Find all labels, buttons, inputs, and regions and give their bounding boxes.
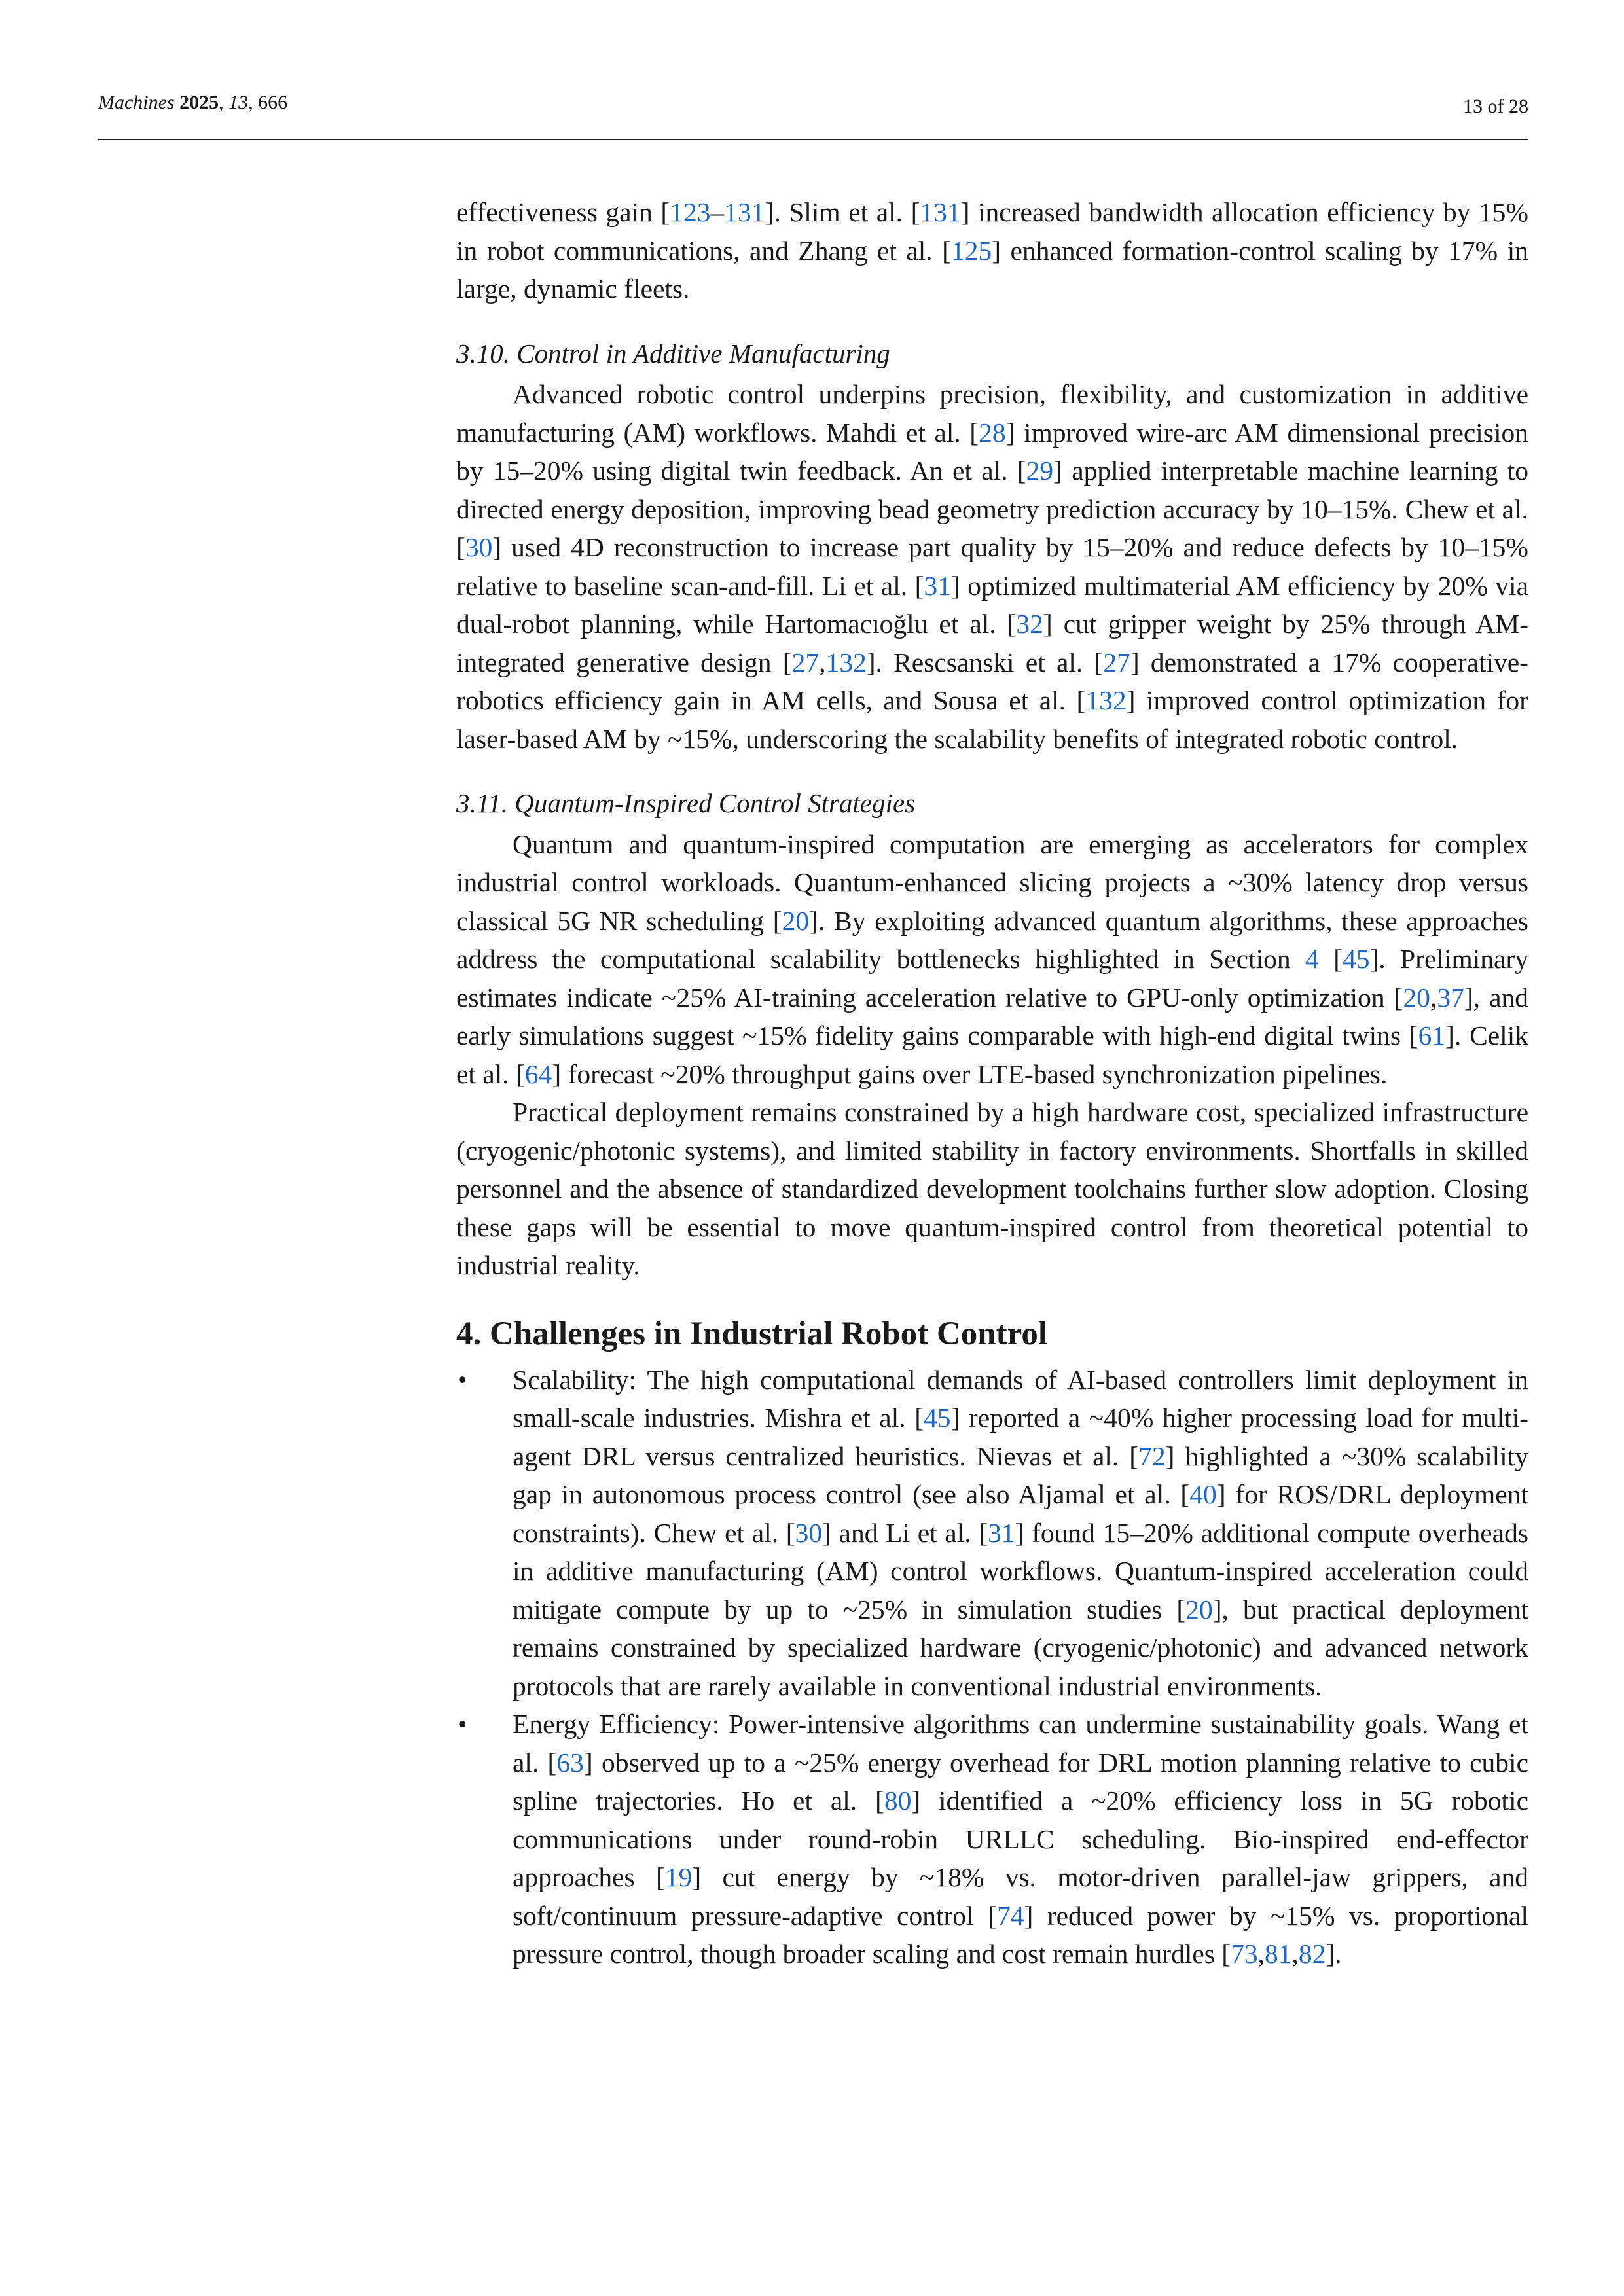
list-item-energy-efficiency: • Energy Efficiency: Power-intensive algorithms can undermine sustainability goals. Wang et al. [63] observed up to a ~25% energy overhead for DRL motion planning relative to cubic spline trajectories. Ho et al. [80] identified a ~20% efficiency loss in 5G robotic communications under round-robin URLLC scheduling. Bio-inspired end-effector approaches [19] cut energy by ~18% vs. motor-driven parallel-jaw grippers, and soft/continuum pressure-adaptive control [74] reduced power by ~15% vs. proportional pressure control, though broader scaling and cost remain hurdles [73,81,82]. xyxy=(456,1705,1528,1973)
journal-volume: 13 xyxy=(228,92,249,113)
subsection-heading-3-11: 3.11. Quantum-Inspired Control Strategies xyxy=(456,788,916,818)
citation-link[interactable]: 131 xyxy=(724,197,765,227)
article-number: 666 xyxy=(258,92,288,113)
citation-link[interactable]: 29 xyxy=(1026,456,1054,486)
citation-link[interactable]: 123 xyxy=(670,197,711,227)
citation-link[interactable]: 19 xyxy=(664,1862,693,1892)
citation-link[interactable]: 20 xyxy=(1403,982,1430,1013)
citation-link[interactable]: 30 xyxy=(465,532,493,562)
citation-link[interactable]: 64 xyxy=(524,1058,552,1089)
citation-link[interactable]: 31 xyxy=(924,570,951,601)
citation-link[interactable]: 30 xyxy=(795,1517,823,1548)
citation-link[interactable]: 27 xyxy=(1103,647,1130,677)
main-content xyxy=(456,193,1528,1973)
running-header xyxy=(98,92,1528,124)
paragraph-quantum-b: Practical deployment remains constrained by a high hardware cost, specialized infrastructure (cryogenic/photonic systems), and limited stability in factory environments. Shortfalls in skilled personnel and the absence of standardized development toolchains further slow adoption. Closing these gaps will be essential to move quantum-inspired control from theoretical potential to industrial reality. xyxy=(456,1097,1528,1280)
citation-link[interactable]: 81 xyxy=(1265,1939,1292,1969)
subsection-heading-3-10: 3.10. Control in Additive Manufacturing xyxy=(456,338,890,368)
bullet-icon: • xyxy=(458,1709,467,1739)
citation-link[interactable]: 45 xyxy=(924,1403,951,1433)
citation-link[interactable]: 131 xyxy=(920,197,961,227)
paragraph-continuation: effectiveness gain [123–131]. Slim et al. [131] increased bandwidth allocation efficiency by 15% in robot communications, and Zhang et al. [125] enhanced formation-control scaling by 17% in large, dynamic fleets. xyxy=(456,197,1528,304)
journal-citation: Machines 2025, 13, 666 xyxy=(98,92,288,113)
header-rule xyxy=(98,139,1528,140)
citation-link[interactable]: 80 xyxy=(884,1785,912,1816)
citation-link[interactable]: 32 xyxy=(1016,609,1043,639)
citation-link[interactable]: 132 xyxy=(825,647,867,677)
citation-link[interactable]: 63 xyxy=(556,1747,584,1778)
list-item-scalability: • Scalability: The high computational demands of AI-based controllers limit deployment in small-scale industries. Mishra et al. [45] reported a ~40% higher processing load for multi-agent DRL versus centralized heuristics. Nievas et al. [72] highlighted a ~30% scalability gap in autonomous process control (see also Aljamal et al. [40] for ROS/DRL deployment constraints). Chew et al. [30] and Li et al. [31] found 15–20% additional compute overheads in additive manufacturing (AM) control workflows. Quantum-inspired acceleration could mitigate compute by up to ~25% in simulation studies [20], but practical deployment remains constrained by specialized hardware (cryogenic/photonic) and advanced network protocols that are rarely available in conventional industrial environments. xyxy=(456,1361,1528,1706)
journal-year: 2025 xyxy=(179,92,219,113)
section-heading-4: 4. Challenges in Industrial Robot Control xyxy=(456,1315,1048,1352)
paragraph-quantum-a: Quantum and quantum-inspired computation are emerging as accelerators for complex industrial control workloads. Quantum-enhanced slicing projects a ~30% latency drop versus classical 5G NR scheduling [20]. By exploiting advanced quantum algorithms, these approaches address the computational scalability bottlenecks highlighted in Section 4 [45]. Preliminary estimates indicate ~25% AI-training acceleration relative to GPU-only optimization [20,37], and early simulations suggest ~15% fidelity gains comparable with high-end digital twins [61]. Celik et al. [64] forecast ~20% throughput gains over LTE-based synchronization pipelines. xyxy=(456,829,1528,1089)
citation-link[interactable]: 74 xyxy=(996,1900,1024,1931)
challenges-list xyxy=(456,1361,1528,1973)
journal-name: Machines xyxy=(98,92,175,113)
citation-link[interactable]: 132 xyxy=(1085,685,1127,715)
citation-link[interactable]: 73 xyxy=(1231,1939,1258,1969)
citation-link[interactable]: 45 xyxy=(1342,944,1370,974)
citation-link[interactable]: 72 xyxy=(1138,1441,1166,1471)
citation-link[interactable]: 37 xyxy=(1437,982,1464,1013)
paragraph-additive-manufacturing: Advanced robotic control underpins precision, flexibility, and customization in additive manufacturing (AM) workflows. Mahdi et al. [28] improved wire-arc AM dimensional precision by 15–20% using digital twin feedback. An et al. [29] applied interpretable machine learning to directed energy deposition, improving bead geometry prediction accuracy by 10–15%. Chew et al. [30] used 4D reconstruction to increase part quality by 15–20% and reduce defects by 10–15% relative to baseline scan-and-fill. Li et al. [31] optimized multimaterial AM efficiency by 20% via dual-robot planning, while Hartomacıoğlu et al. [32] cut gripper weight by 25% through AM-integrated generative design [27,132]. Rescsanski et al. [27] demonstrated a 17% cooperative-robotics efficiency gain in AM cells, and Sousa et al. [132] improved control optimization for laser-based AM by ~15%, underscoring the scalability benefits of integrated robotic control. xyxy=(456,379,1529,754)
citation-link[interactable]: 40 xyxy=(1189,1479,1217,1509)
citation-link[interactable]: 125 xyxy=(950,235,992,266)
bullet-icon: • xyxy=(458,1364,467,1395)
citation-link[interactable]: 82 xyxy=(1298,1939,1326,1969)
citation-link[interactable]: 20 xyxy=(782,905,810,936)
citation-link[interactable]: 28 xyxy=(979,417,1006,448)
citation-link[interactable]: 61 xyxy=(1418,1020,1446,1050)
section-link[interactable]: 4 xyxy=(1305,944,1319,974)
citation-link[interactable]: 31 xyxy=(988,1517,1015,1548)
page-number: 13 of 28 xyxy=(1463,96,1528,117)
citation-link[interactable]: 20 xyxy=(1185,1594,1213,1624)
citation-link[interactable]: 27 xyxy=(791,647,820,677)
